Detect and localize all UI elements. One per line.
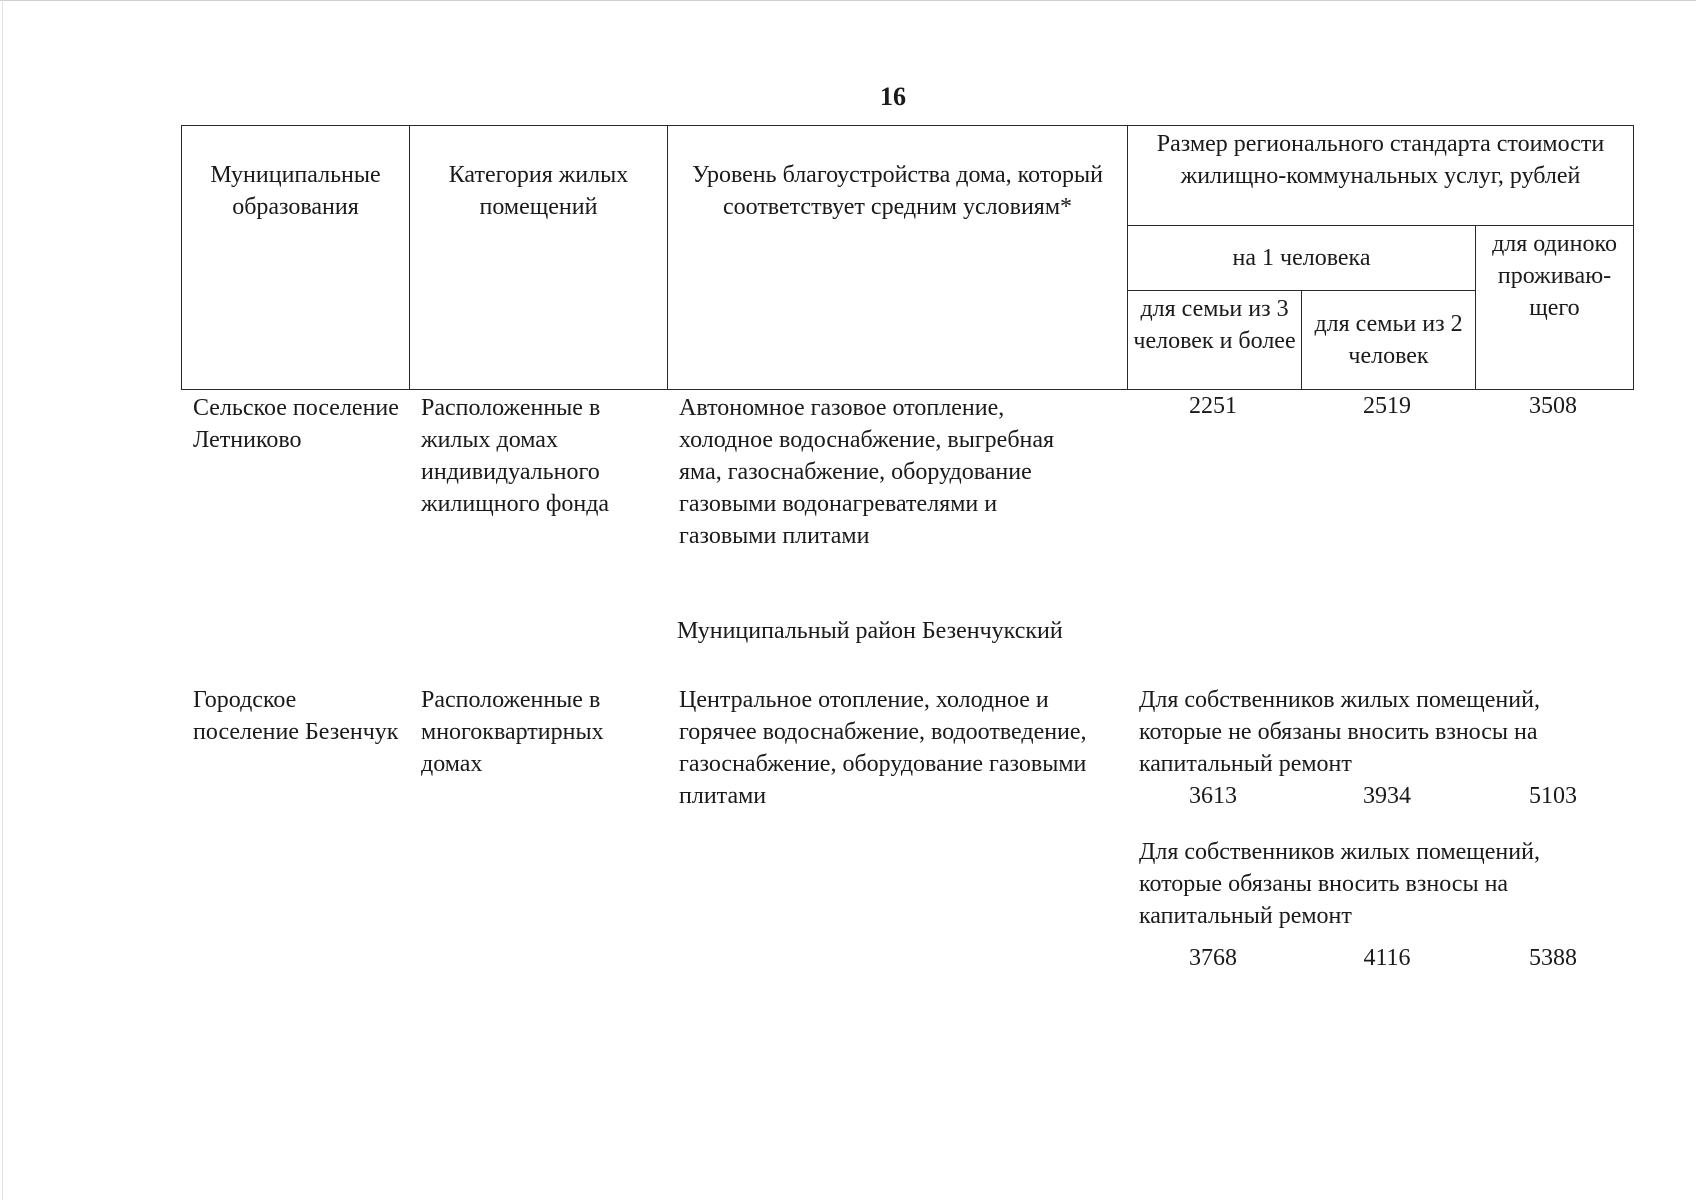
scan-border-left <box>2 0 3 1200</box>
header-family2: для семьи из 2 человек <box>1302 291 1476 390</box>
header-municipality: Муниципальные образования <box>182 126 410 390</box>
table-header <box>181 125 1634 390</box>
header-single: для одиноко проживаю-щего <box>1476 226 1634 390</box>
row2-group2-note: Для собственников жилых помещений, которые обязаны вносить взносы на капитальный ремонт <box>1139 839 1540 929</box>
row1-municipality: Сельское поселение Летниково <box>193 395 399 453</box>
header-level: Уровень благоустройства дома, который соответствует средним условиям* <box>668 126 1128 390</box>
row1-value-family3: 2251 <box>1189 393 1237 419</box>
row2-level: Центральное отопление, холодное и горячее водоснабжение, водоотведение, газоснабжение, оборудование газовыми плитами <box>679 687 1087 809</box>
row1-level: Автономное газовое отопление, холодное водоснабжение, выгребная яма, газоснабжение, оборудование газовыми водонагревателями и газовыми плитами <box>679 395 1055 549</box>
row2-group1-note: Для собственников жилых помещений, которые не обязаны вносить взносы на капитальный ремонт <box>1139 687 1540 777</box>
row2-category: Расположенные в многоквартирных домах <box>421 687 604 777</box>
row2-group2-value-family3: 3768 <box>1189 945 1237 971</box>
header-per-person: на 1 человека <box>1128 226 1476 291</box>
page-number: 16 <box>880 82 906 111</box>
row1-value-family2: 2519 <box>1363 393 1411 419</box>
header-family3: для семьи из 3 человек и более <box>1128 291 1302 390</box>
row2-group2-value-single: 5388 <box>1529 945 1577 971</box>
row1-category: Расположенные в жилых домах индивидуального жилищного фонда <box>421 395 610 517</box>
row2-group2-value-family2: 4116 <box>1363 945 1411 971</box>
row2-group1-value-single: 5103 <box>1529 783 1577 809</box>
header-category: Категория жилых помещений <box>410 126 668 390</box>
row2-group1-value-family3: 3613 <box>1189 783 1237 809</box>
district-heading: Муниципальный район Безенчукский <box>677 618 1063 644</box>
row2-municipality: Городское поселение Безенчук <box>193 687 399 745</box>
row1-value-single: 3508 <box>1529 393 1577 419</box>
scan-border-top <box>0 0 1696 1</box>
header-standard-title: Размер регионального стандарта стоимости жилищно-коммунальных услуг, рублей <box>1128 126 1634 226</box>
row2-group1-value-family2: 3934 <box>1363 783 1411 809</box>
